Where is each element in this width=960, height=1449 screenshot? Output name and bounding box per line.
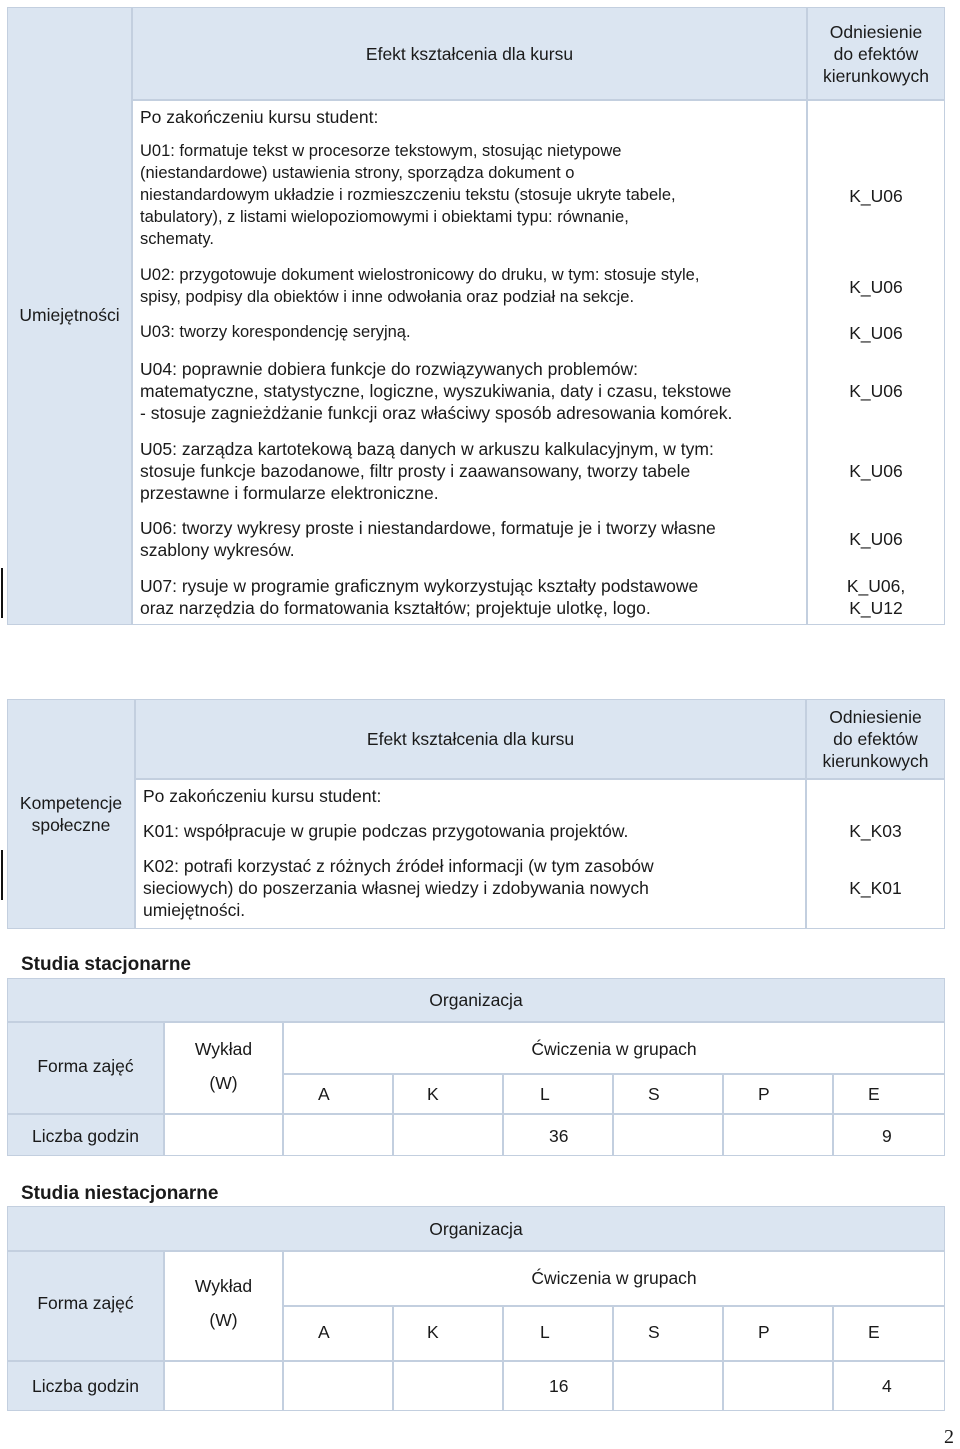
niestacjonarne-title: Studia niestacjonarne	[21, 1183, 219, 1204]
skill-u04-line-1: U04: poprawnie dobiera funkcje do rozwiązywanych problemów:	[140, 359, 639, 379]
stacjonarne-group-k: K	[427, 1084, 439, 1104]
competence-effect-header-label: Efekt kształcenia dla kursu	[366, 729, 575, 749]
niestacjonarne-hours-p-cell	[723, 1361, 833, 1411]
niestacjonarne-group-p: P	[758, 1322, 770, 1342]
skill-u02-line-2: spisy, podpisy dla obiektów i inne odwołania oraz podział na sekcje.	[140, 288, 635, 306]
stacjonarne-group-k-cell	[393, 1074, 503, 1114]
skills-category-label: Umiejętności	[19, 305, 120, 325]
stacjonarne-cwiczenia-label: Ćwiczenia w grupach	[531, 1039, 697, 1059]
competence-k01-ref: K_K03	[849, 821, 902, 841]
skill-u07-line-2: oraz narzędzia do formatowania kształtów; projektuje ulotkę, logo.	[140, 598, 651, 618]
competence-category-label-1: Kompetencje	[19, 793, 123, 813]
skill-u06-ref: K_U06	[849, 529, 903, 549]
skill-u04-line-3: - stosuje zagnieżdżanie funkcji oraz właściwy sposób adresowania komórek.	[140, 403, 733, 423]
stacjonarne-title: Studia stacjonarne	[21, 954, 191, 975]
niestacjonarne-hours-l: 16	[549, 1376, 569, 1396]
niestacjonarne-organizacja-label: Organizacja	[429, 1219, 523, 1239]
skills-reference-header-label-3: kierunkowych	[822, 66, 930, 86]
stacjonarne-hours-a-cell	[283, 1114, 393, 1156]
niestacjonarne-hours-w-cell	[164, 1361, 283, 1411]
competence-k02-line-1: K02: potrafi korzystać z różnych źródeł informacji (w tym zasobów	[143, 856, 654, 876]
skills-intro: Po zakończeniu kursu student:	[140, 107, 379, 127]
stacjonarne-wyklad-cell	[164, 1022, 283, 1114]
stacjonarne-liczba-label: Liczba godzin	[31, 1126, 140, 1146]
stacjonarne-hours-e: 9	[882, 1126, 892, 1146]
stacjonarne-hours-s-cell	[613, 1114, 723, 1156]
stacjonarne-group-l: L	[540, 1084, 550, 1104]
niestacjonarne-group-a-cell	[283, 1306, 393, 1361]
skill-u03-ref: K_U06	[849, 323, 903, 343]
skill-u01-line-4: tabulatory), z listami wielopoziomowymi i obiektami typu: równanie,	[140, 208, 629, 226]
skill-u06-line-2: szablony wykresów.	[140, 540, 295, 560]
niestacjonarne-hours-e: 4	[882, 1376, 892, 1396]
competence-reference-header-label-1: Odniesienie	[829, 707, 922, 727]
skill-u05-line-2: stosuje funkcje bazodanowe, filtr prosty i zaawansowany, tworzy tabele	[140, 461, 691, 481]
skill-u04-line-2: matematyczne, statystyczne, logiczne, wyszukiwania, daty i czasu, tekstowe	[140, 381, 732, 401]
niestacjonarne-group-l-cell	[503, 1306, 613, 1361]
margin-change-bar	[1, 568, 3, 618]
niestacjonarne-group-e: E	[868, 1322, 880, 1342]
stacjonarne-group-a: A	[318, 1084, 330, 1104]
competence-reference-body	[806, 779, 945, 929]
stacjonarne-wyklad-label-2: (W)	[209, 1073, 238, 1093]
niestacjonarne-wyklad-label-1: Wykład	[194, 1276, 253, 1296]
stacjonarne-group-e-cell	[833, 1074, 945, 1114]
niestacjonarne-wyklad-cell	[164, 1251, 283, 1361]
niestacjonarne-hours-s-cell	[613, 1361, 723, 1411]
skill-u03-line-1: U03: tworzy korespondencję seryjną.	[140, 323, 411, 341]
skill-u02-ref: K_U06	[849, 277, 903, 297]
niestacjonarne-group-k: K	[427, 1322, 439, 1342]
skill-u05-ref: K_U06	[849, 461, 903, 481]
stacjonarne-group-p: P	[758, 1084, 770, 1104]
stacjonarne-hours-w-cell	[164, 1114, 283, 1156]
skill-u05-line-1: U05: zarządza kartotekową bazą danych w arkuszu kalkulacyjnym, w tym:	[140, 439, 714, 459]
stacjonarne-group-p-cell	[723, 1074, 833, 1114]
niestacjonarne-hours-a-cell	[283, 1361, 393, 1411]
niestacjonarne-group-s-cell	[613, 1306, 723, 1361]
skill-u05-line-3: przestawne i formularze elektroniczne.	[140, 483, 439, 503]
page-number: 2	[944, 1426, 954, 1448]
competence-intro: Po zakończeniu kursu student:	[143, 786, 382, 806]
competence-k02-ref: K_K01	[849, 878, 902, 898]
niestacjonarne-group-l: L	[540, 1322, 550, 1342]
skill-u01-ref: K_U06	[849, 186, 903, 206]
skill-u07-ref-2: K_U12	[849, 598, 903, 618]
stacjonarne-group-s-cell	[613, 1074, 723, 1114]
skill-u01-line-3: niestandardowym układzie i rozmieszczeniu tekstu (stosuje ukryte tabele,	[140, 186, 676, 204]
skill-u01-line-5: schematy.	[140, 230, 214, 248]
niestacjonarne-group-k-cell	[393, 1306, 503, 1361]
niestacjonarne-wyklad-label-2: (W)	[209, 1310, 238, 1330]
niestacjonarne-forma-label: Forma zajęć	[37, 1293, 134, 1313]
niestacjonarne-hours-k-cell	[393, 1361, 503, 1411]
skill-u01-line-2: (niestandardowe) ustawienia strony, sporządza dokument o	[140, 164, 575, 182]
skill-u01-line-1: U01: formatuje tekst w procesorze tekstowym, stosując nietypowe	[140, 142, 622, 160]
competence-k01-line-1: K01: współpracuje w grupie podczas przygotowania projektów.	[143, 821, 629, 841]
margin-change-bar-2	[1, 850, 3, 900]
stacjonarne-wyklad-label-1: Wykład	[194, 1039, 253, 1059]
stacjonarne-hours-k-cell	[393, 1114, 503, 1156]
stacjonarne-group-e: E	[868, 1084, 880, 1104]
competence-k02-line-3: umiejętności.	[143, 900, 246, 920]
niestacjonarne-group-a: A	[318, 1322, 330, 1342]
stacjonarne-organizacja-label: Organizacja	[429, 990, 523, 1010]
niestacjonarne-liczba-label: Liczba godzin	[31, 1376, 140, 1396]
niestacjonarne-group-e-cell	[833, 1306, 945, 1361]
competence-reference-header-label-2: do efektów	[833, 729, 918, 749]
stacjonarne-hours-l: 36	[549, 1126, 569, 1146]
niestacjonarne-group-s: S	[648, 1322, 660, 1342]
skills-effect-header-label: Efekt kształcenia dla kursu	[365, 44, 574, 64]
competence-reference-header-label-3: kierunkowych	[822, 751, 929, 771]
niestacjonarne-group-p-cell	[723, 1306, 833, 1361]
niestacjonarne-cwiczenia-label: Ćwiczenia w grupach	[531, 1268, 697, 1288]
skill-u02-line-1: U02: przygotowuje dokument wielostronicowy do druku, w tym: stosuje style,	[140, 266, 700, 284]
skills-reference-header-label-1: Odniesienie	[829, 22, 923, 42]
stacjonarne-hours-p-cell	[723, 1114, 833, 1156]
competence-k02-line-2: sieciowych) do poszerzania własnej wiedzy i zdobywania nowych	[143, 878, 649, 898]
skills-reference-header-label-2: do efektów	[833, 44, 919, 64]
stacjonarne-group-a-cell	[283, 1074, 393, 1114]
competence-category-label-2: społeczne	[31, 815, 111, 835]
skill-u07-ref-1: K_U06,	[846, 576, 906, 596]
stacjonarne-forma-label: Forma zajęć	[37, 1056, 134, 1076]
stacjonarne-group-l-cell	[503, 1074, 613, 1114]
skill-u04-ref: K_U06	[849, 381, 903, 401]
skill-u07-line-1: U07: rysuje w programie graficznym wykorzystując kształty podstawowe	[140, 576, 699, 596]
skill-u06-line-1: U06: tworzy wykresy proste i niestandardowe, formatuje je i tworzy własne	[140, 518, 716, 538]
stacjonarne-group-s: S	[648, 1084, 660, 1104]
